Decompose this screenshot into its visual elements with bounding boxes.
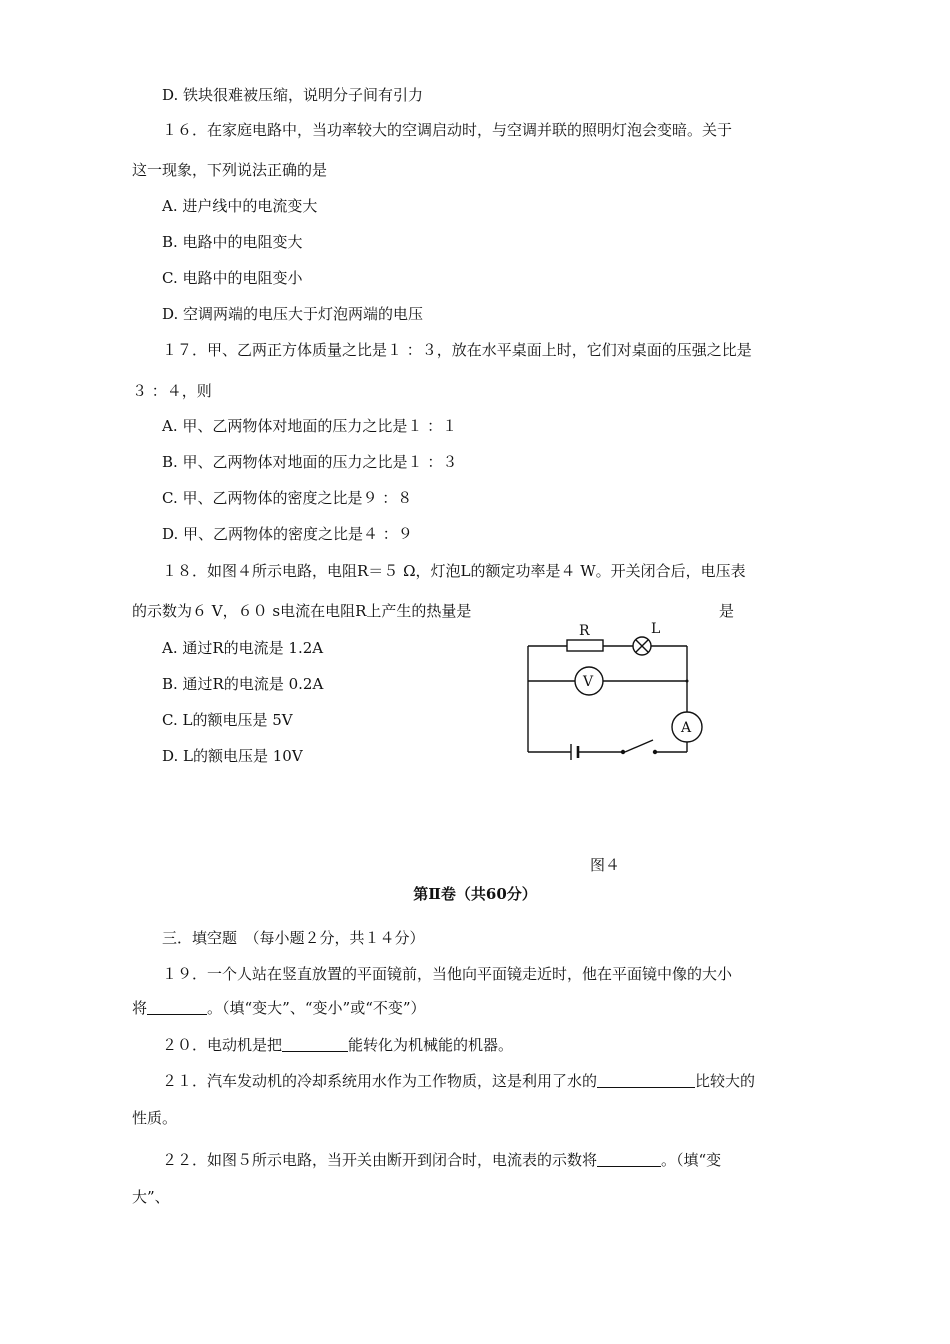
q22-text-b: 。（填“变 — [661, 1151, 722, 1169]
q21-answer-blank[interactable] — [597, 1071, 695, 1088]
q18-option-a: A. 通过R的电流是 1.2A — [162, 639, 324, 657]
q19-stem-line1: １９．一个人站在竖直放置的平面镜前，当他向平面镜走近时，他在平面镜中像的大小 — [162, 965, 733, 983]
figure-caption: 图４ — [590, 856, 621, 874]
q18-option-c: C. L的额电压是 5V — [162, 711, 293, 729]
resistor-label: R — [579, 623, 590, 639]
q21-stem-line2: 性质。 — [132, 1109, 178, 1127]
q19-answer-blank[interactable] — [147, 998, 207, 1015]
q20-text-a: ２０．电动机是把 — [162, 1036, 283, 1054]
q21-text-b: 比较大的 — [695, 1072, 756, 1090]
q16-option-d: D. 空调两端的电压大于灯泡两端的电压 — [162, 305, 424, 323]
q16-stem-line1: １６．在家庭电路中，当功率较大的空调启动时，与空调并联的照明灯泡会变暗。关于 — [162, 121, 733, 139]
ammeter-label: A — [681, 720, 692, 736]
q20-stem — [162, 1035, 513, 1055]
switch-symbol — [625, 740, 653, 752]
q21-text-a: ２１．汽车发动机的冷却系统用水作为工作物质，这是利用了水的 — [162, 1072, 598, 1090]
q16-option-c: C. 电路中的电阻变小 — [162, 269, 303, 287]
q18-stem-line1: １８．如图４所示电路，电阻R＝５ Ω，灯泡L的额定功率是４ W。开关闭合后，电压表 — [162, 562, 746, 580]
section-heading: 三．填空题 （每小题２分，共１４分） — [162, 929, 425, 947]
q17-option-d: D. 甲、乙两物体的密度之比是４ ：９ — [162, 525, 413, 543]
q17-option-c: C. 甲、乙两物体的密度之比是９ ：８ — [162, 489, 413, 507]
q22-stem-line2: 大”、 — [132, 1188, 170, 1206]
q17-option-a: A. 甲、乙两物体对地面的压力之比是１ ：１ — [162, 417, 458, 435]
q20-text-b: 能转化为机械能的机器。 — [348, 1036, 514, 1054]
q17-stem-line1: １７．甲、乙两正方体质量之比是１ ：３，放在水平桌面上时，它们对桌面的压强之比是 — [162, 341, 752, 359]
q17-option-b: B. 甲、乙两物体对地面的压力之比是１ ：３ — [162, 453, 458, 471]
q16-option-a: A. 进户线中的电流变大 — [162, 197, 318, 215]
q22-answer-blank[interactable] — [597, 1150, 661, 1167]
q18-option-b: B. 通过R的电流是 0.2A — [162, 675, 324, 693]
q15-option-d: D. 铁块很难被压缩，说明分子间有引力 — [162, 86, 424, 104]
q21-stem-line1 — [162, 1071, 755, 1091]
q18-stem-line2-end: 是 — [719, 602, 735, 620]
lamp-label: L — [651, 621, 661, 637]
q20-answer-blank[interactable] — [282, 1035, 348, 1052]
q16-option-b: B. 电路中的电阻变大 — [162, 233, 303, 251]
q22-text-a: ２２．如图５所示电路，当开关由断开到闭合时，电流表的示数将 — [162, 1151, 598, 1169]
resistor-symbol — [567, 640, 603, 651]
section-title: 第Ⅱ卷（共60分） — [413, 885, 537, 903]
voltmeter-label: V — [583, 674, 594, 690]
q22-stem-line1 — [162, 1150, 721, 1170]
q18-stem-line2: 的示数为６ V，６０ s电流在电阻R上产生的热量是 — [132, 602, 472, 620]
q19-stem-line2 — [132, 998, 426, 1018]
circuit-diagram — [515, 615, 705, 765]
q16-stem-line2: 这一现象，下列说法正确的是 — [132, 161, 328, 179]
q19-text-a: 将 — [132, 999, 148, 1017]
q17-stem-line2: ３ ：４，则 — [132, 382, 212, 400]
q18-option-d: D. L的额电压是 10V — [162, 747, 303, 765]
q19-text-b: 。（填“变大”、“变小”或“不变”） — [207, 999, 426, 1017]
